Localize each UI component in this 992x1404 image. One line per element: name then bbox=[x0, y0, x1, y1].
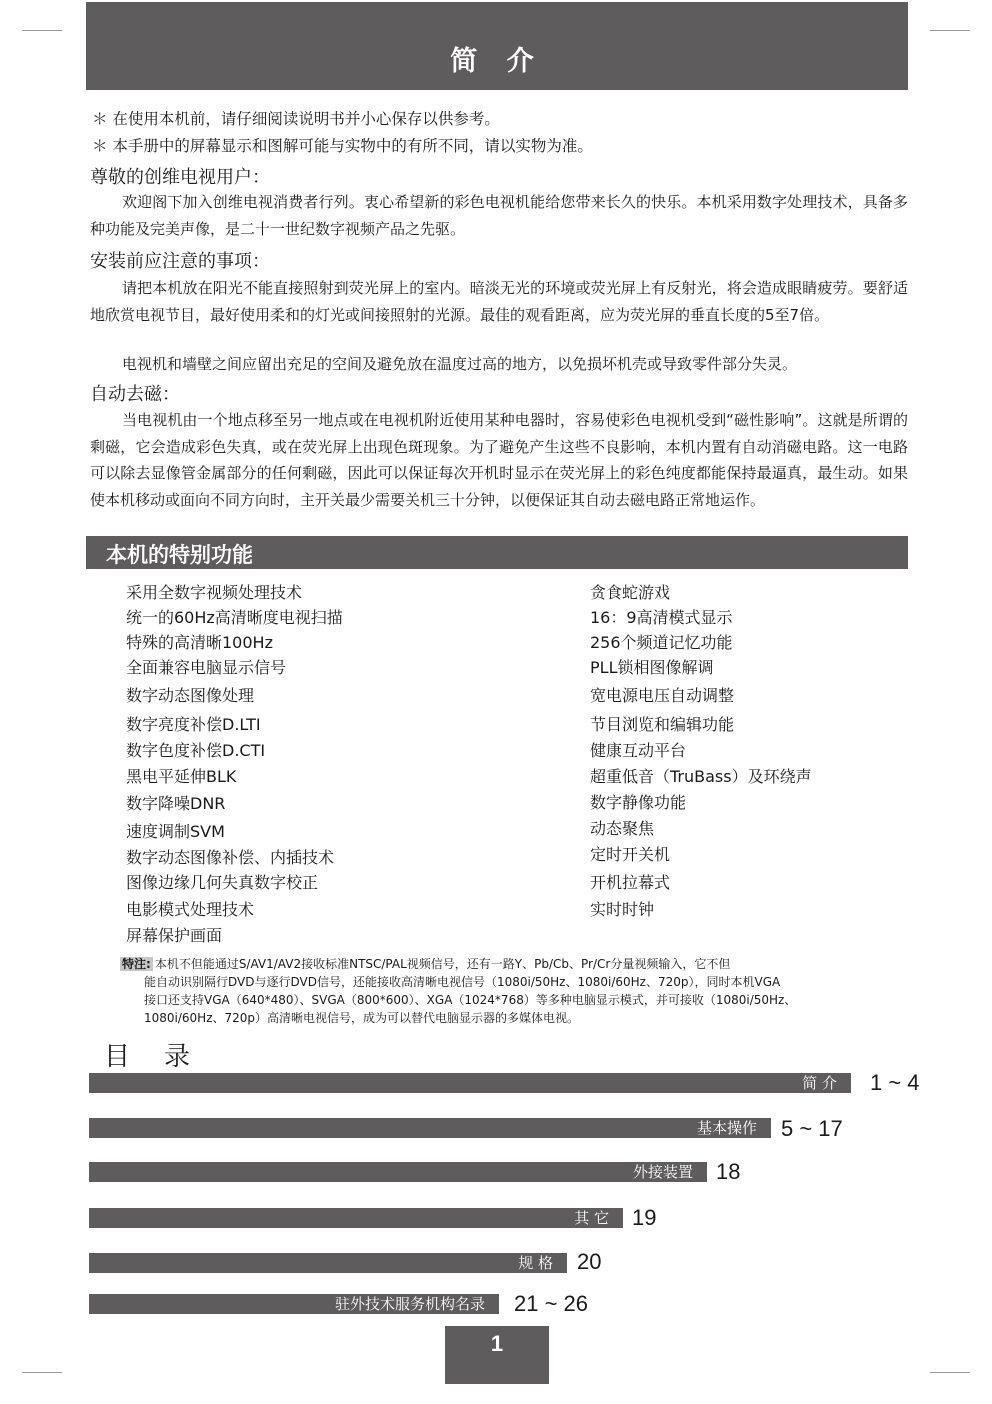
feature-item: 全面兼容电脑显示信号 bbox=[126, 658, 287, 677]
crop-mark bbox=[930, 30, 970, 31]
toc-item-bar[interactable] bbox=[89, 1162, 707, 1182]
toc-item-label: 基本操作 bbox=[696, 1119, 757, 1137]
crop-mark bbox=[22, 1372, 62, 1373]
toc-title: 目录 bbox=[104, 1042, 225, 1072]
toc-item-bar[interactable] bbox=[89, 1118, 771, 1138]
toc-item-bar[interactable] bbox=[89, 1208, 623, 1228]
section-text-welcome: 欢迎阁下加入创维电视消费者行列。衷心希望新的彩色电视机能给您带来长久的快乐。本机采用数字处理技术，具备多种功能及完美声像，是二十一世纪数字视频产品之先驱。 bbox=[90, 193, 908, 238]
toc-item-pages: 1 ~ 4 bbox=[870, 1070, 920, 1095]
feature-item: 健康互动平台 bbox=[590, 741, 687, 760]
feature-item: 黑电平延伸BLK bbox=[126, 767, 237, 786]
toc-item-pages: 18 bbox=[716, 1159, 741, 1184]
section-text-install-2: 电视机和墙壁之间应留出充足的空间及避免放在温度过高的地方，以免损坏机壳或导致零件部分失灵。 bbox=[122, 355, 798, 373]
feature-item: 速度调制SVM bbox=[126, 822, 225, 841]
features-bar bbox=[86, 536, 908, 569]
note-line: ＊ 本手册中的屏幕显示和图解可能与实物中的有所不同，请以实物为准。 bbox=[92, 137, 593, 155]
toc-item-bar[interactable] bbox=[89, 1253, 567, 1273]
feature-item: 特殊的高清晰100Hz bbox=[126, 633, 273, 652]
features-title: 本机的特别功能 bbox=[106, 543, 253, 567]
crop-mark bbox=[22, 30, 62, 31]
toc-item-label: 其 它 bbox=[574, 1209, 609, 1227]
toc-item-pages: 21 ~ 26 bbox=[514, 1291, 589, 1316]
toc-item-pages: 20 bbox=[577, 1249, 602, 1274]
page-title: 简 介 bbox=[450, 46, 544, 77]
feature-item: 屏幕保护画面 bbox=[126, 926, 223, 945]
feature-item: 数字动态图像补偿、内插技术 bbox=[126, 848, 335, 867]
feature-item: 数字静像功能 bbox=[590, 793, 687, 812]
toc-item-pages: 5 ~ 17 bbox=[781, 1116, 843, 1141]
feature-item: 动态聚焦 bbox=[590, 819, 655, 838]
toc-item-bar[interactable] bbox=[89, 1294, 499, 1314]
feature-item: 16：9高清模式显示 bbox=[590, 608, 733, 627]
crop-mark bbox=[930, 1372, 970, 1373]
feature-item: 图像边缘几何失真数字校正 bbox=[126, 873, 319, 892]
special-note-text: 本机不但能通过S/AV1/AV2接收标准NTSC/PAL视频信号，还有一路Y、Pb/Cb、Pr/Cr分量视频输入，它不但 bbox=[154, 957, 731, 971]
toc-item-label: 外接装置 bbox=[632, 1163, 693, 1181]
feature-item: 节目浏览和编辑功能 bbox=[590, 715, 735, 734]
toc-item-label: 规 格 bbox=[518, 1254, 553, 1272]
feature-item: 数字动态图像处理 bbox=[126, 686, 255, 705]
toc-item-label: 驻外技术服务机构名录 bbox=[334, 1295, 485, 1313]
feature-item: 宽电源电压自动调整 bbox=[590, 686, 735, 705]
special-note-text: 接口还支持VGA（640*480）、SVGA（800*600）、XGA（1024*768）等多种电脑显示模式，并可接收（1080i/50Hz、 bbox=[144, 993, 797, 1007]
feature-item: 实时时钟 bbox=[590, 900, 655, 919]
section-heading-install: 安装前应注意的事项： bbox=[90, 251, 270, 272]
special-note-text: 能自动识别隔行DVD与逐行DVD信号，还能接收高清晰电视信号（1080i/50Hz、1080i/60Hz、720p），同时本机VGA bbox=[144, 975, 781, 989]
section-heading-degauss: 自动去磁： bbox=[90, 384, 180, 405]
toc-item-label: 简 介 bbox=[802, 1074, 837, 1092]
note-line: ＊ 在使用本机前，请仔细阅读说明书并小心保存以供参考。 bbox=[92, 110, 500, 128]
feature-item: 贪食蛇游戏 bbox=[590, 583, 671, 602]
special-note-label: 特注: bbox=[122, 957, 151, 971]
feature-item: 数字降噪DNR bbox=[126, 794, 226, 813]
feature-item: 数字色度补偿D.CTI bbox=[126, 741, 266, 760]
page-header-bar bbox=[86, 2, 908, 90]
toc-item-bar[interactable] bbox=[89, 1073, 851, 1093]
special-note-text: 1080i/60Hz、720p）高清晰电视信号，成为可以替代电脑显示器的多媒体电视。 bbox=[144, 1011, 580, 1025]
feature-item: 超重低音（TruBass）及环绕声 bbox=[590, 767, 812, 786]
feature-item: 统一的60Hz高清晰度电视扫描 bbox=[126, 608, 343, 627]
section-heading-welcome: 尊敬的创维电视用户： bbox=[90, 167, 270, 188]
section-text-install-1: 请把本机放在阳光不能直接照射到荧光屏上的室内。暗淡无光的环境或荧光屏上有反射光，将会造成眼睛疲劳。要舒适地欣赏电视节目，最好使用柔和的灯光或间接照射的光源。最佳的观看距离，应为荧光屏的垂直长度的5至7倍。 bbox=[90, 279, 908, 324]
toc-item-pages: 19 bbox=[632, 1205, 657, 1230]
special-note bbox=[120, 955, 880, 1027]
page-number: 1 bbox=[445, 1326, 549, 1384]
feature-item: 256个频道记忆功能 bbox=[590, 633, 733, 652]
feature-item: PLL锁相图像解调 bbox=[590, 658, 714, 677]
feature-item: 数字亮度补偿D.LTI bbox=[126, 715, 261, 734]
section-text-degauss: 当电视机由一个地点移至另一地点或在电视机附近使用某种电器时，容易使彩色电视机受到“磁性影响”。这就是所谓的剩磁，它会造成彩色失真，或在荧光屏上出现色斑现象。为了避免产生这些不良影响，本机内置有自动消磁电路。这一电路可以除去显像管金属部分的任何剩磁，因此可以保证每次开机时显示在荧光屏上的彩色纯度都能保持最逼真，最生动。如果使本机移动或面向不同方向时，主开关最少需要关机三十分钟，以便保证其自动去磁电路正常地运作。 bbox=[90, 411, 908, 509]
feature-item: 采用全数字视频处理技术 bbox=[126, 583, 303, 602]
feature-item: 电影模式处理技术 bbox=[126, 900, 255, 919]
feature-item: 定时开关机 bbox=[590, 845, 671, 864]
feature-item: 开机拉幕式 bbox=[590, 873, 671, 892]
